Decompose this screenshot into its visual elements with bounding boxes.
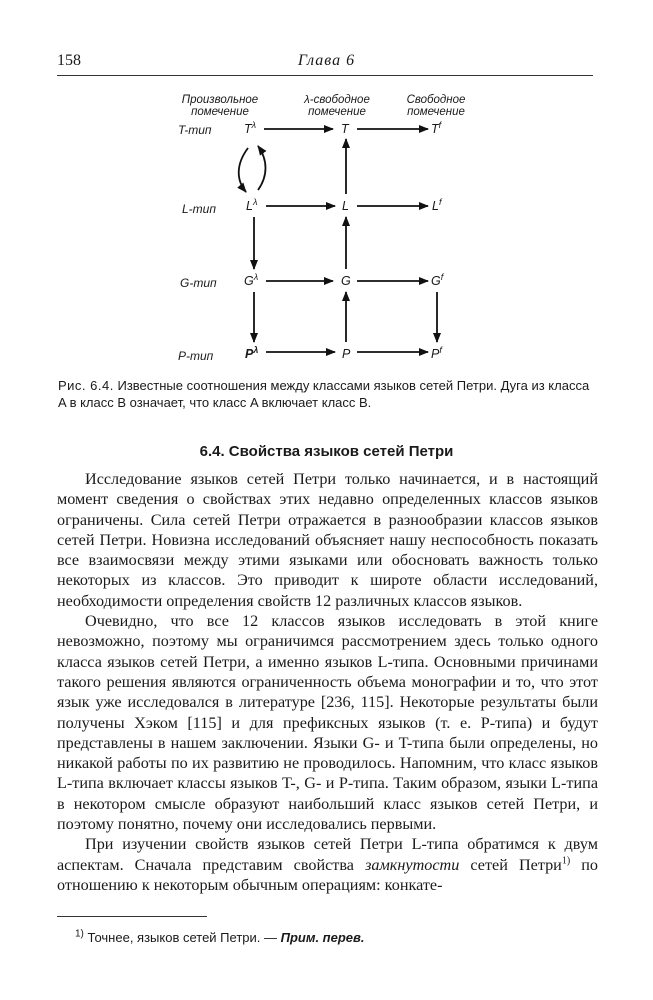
- footnote-text: Точнее, языков сетей Петри. —: [87, 930, 277, 945]
- paragraph-3-emphasis: замкнутости: [365, 855, 460, 874]
- column-header-lambda-free-2: помечение: [308, 106, 366, 118]
- paragraph-3-part-a: При изучении свойств языков сетей Петри L-типа обратимся к двум аспектам. Сначала представим свойства: [57, 835, 598, 874]
- row-label-g: G-тип: [180, 276, 217, 290]
- column-header-arbitrary-2: помечение: [191, 106, 249, 118]
- body-text: [57, 469, 598, 895]
- node-t: T: [341, 122, 349, 136]
- paragraph-3: [57, 834, 598, 895]
- footnote-mark: 1): [75, 928, 84, 940]
- paragraph-3-part-c: по отношению к некоторым обычным операциям: конкате-: [57, 855, 599, 894]
- column-header-lambda-free: λ-свободное: [304, 94, 370, 106]
- node-p: P: [342, 347, 351, 361]
- node-l: L: [342, 199, 349, 213]
- column-header-arbitrary: Произвольное: [181, 94, 259, 106]
- column-header-free: Свободное: [406, 94, 466, 106]
- section-title: 6.4. Свойства языков сетей Петри: [199, 443, 454, 460]
- caption-number: Рис. 6.4.: [58, 378, 114, 393]
- node-p-lambda: $P^\lambda$: [245, 345, 259, 361]
- caption-text: Известные соотношения между классами языков сетей Петри. Дуга из класса A в класс B означает, что класс A включает класс B.: [58, 378, 590, 410]
- page-number: 158: [57, 52, 81, 69]
- node-t-lambda: $T^\lambda$: [244, 120, 257, 136]
- class-diagram: [0, 86, 653, 371]
- paragraph-1: Исследование языков сетей Петри только начинается, и в настоящий момент сведения о свойствах этих недавно определенных классов языков ограничены. Сила сетей Петри отражается в разнообразии классов языков сетей Петри. Новизна исследований объясняет нашу неспособность показать все взаимосвязи между этими языками или обосновать важность только некоторых из классов. Это приводит к широте области исследований, необходимости определения свойств 12 различных классов языков.: [57, 470, 598, 610]
- row-label-p: P-тип: [178, 349, 214, 363]
- footnote: [75, 930, 365, 945]
- node-l-lambda: $L^\lambda$: [246, 197, 258, 213]
- paragraph-2: Очевидно, что все 12 классов языков исследовать в этой книге невозможно, поэтому мы ограничимся рассмотрением здесь только одного класса языков сетей Петри, а именно языков L-типа. Основными причинами такого решения являются ограниченность объема монографии и то, что этот язык уже исследовался в литературе [236, 115]. Некоторые результаты были получены Хэком [115] и для префиксных языков (т. е. P-типа) и будут представлены в нашем заключении. Языки G- и T-типа были определены, но никакой работы по их развитию не проводилось. Напомним, что класс языков L-типа включает классы языков T-, G- и P-типа. Таким образом, языки L-типа в некотором смысле образуют наибольший класс языков сетей Петри, и поэтому понятно, почему они исследовались первыми.: [57, 612, 598, 834]
- footnote-rule: [57, 916, 207, 917]
- running-head: Глава 6: [297, 52, 356, 69]
- column-header-free-2: помечение: [407, 106, 465, 118]
- figure-caption: [58, 377, 596, 411]
- header-rule: [57, 75, 593, 76]
- node-t-f: $T^f$: [431, 120, 442, 136]
- node-g: G: [341, 274, 351, 288]
- edge-t-lambda-to-l-lambda: [239, 148, 248, 192]
- node-g-lambda: $G^\lambda$: [244, 272, 259, 288]
- row-label-l: L-тип: [182, 202, 216, 216]
- footnote-attribution: Прим. перев.: [280, 930, 365, 945]
- row-label-t: T-тип: [178, 123, 212, 137]
- node-g-f: $G^f$: [431, 272, 444, 288]
- node-p-f: $P^f$: [431, 345, 442, 361]
- paragraph-3-part-b: сетей Петри: [470, 855, 562, 874]
- node-l-f: $L^f$: [432, 197, 442, 213]
- footnote-ref: 1): [561, 855, 571, 867]
- edge-l-lambda-to-t-lambda: [258, 146, 266, 190]
